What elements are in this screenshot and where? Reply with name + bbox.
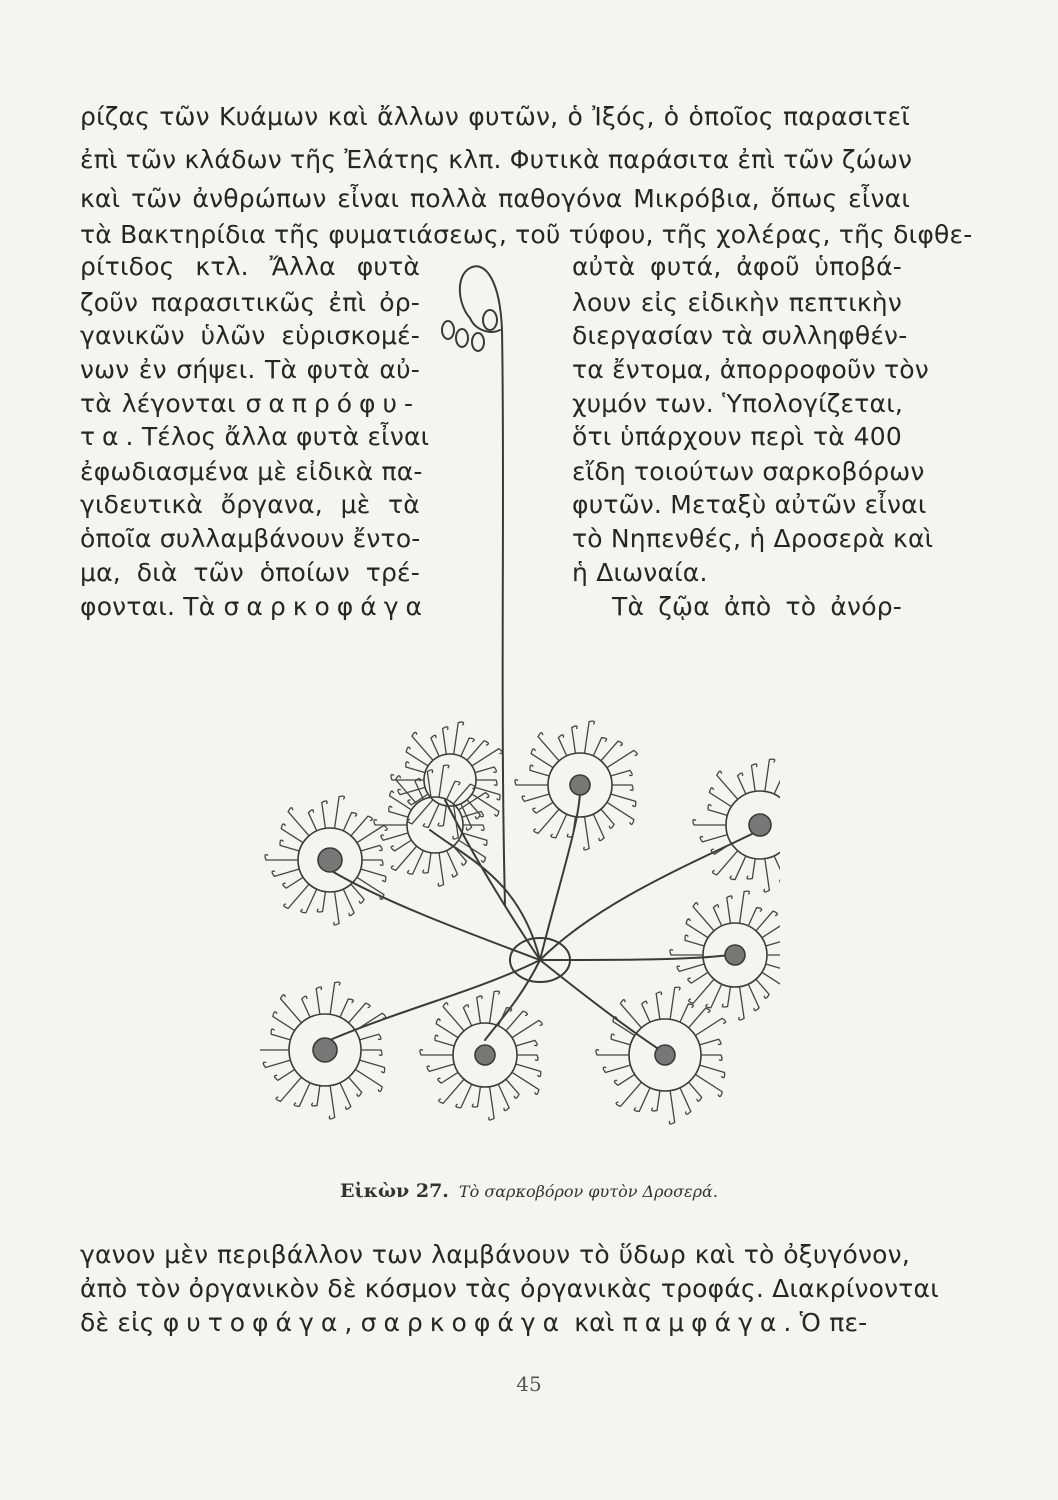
tentacle: [748, 984, 759, 1011]
tentacle: [443, 727, 448, 754]
text-line: [80, 1306, 910, 1340]
tentacle: [530, 765, 549, 776]
tentacle: [447, 850, 458, 877]
tentacle: [516, 1040, 537, 1046]
tentacle: [436, 1019, 458, 1038]
tentacle: [490, 991, 500, 1023]
tentacle: [343, 889, 354, 916]
text-line: ρίζας τῶν Κυάμων καὶ ἄλλων φυτῶν, ὁ Ἰξός, ὁ ὁποῖος παρασιτεῖ: [80, 102, 910, 131]
plain-text: . Τέλος ἄλλα φυτὰ εἶναι: [125, 422, 430, 451]
tentacle: [308, 810, 316, 831]
tentacle: [381, 833, 408, 840]
tentacle: [533, 802, 553, 813]
tentacle: [747, 859, 755, 879]
tentacle: [489, 1087, 494, 1120]
tentacle: [360, 1034, 381, 1040]
right-column-line: ὅτι ὑπάρχουν περὶ τὰ 400: [572, 422, 902, 451]
tentacle: [506, 1011, 527, 1031]
tentacle: [406, 747, 428, 766]
tentacle: [738, 773, 746, 794]
tentacle: [438, 1072, 458, 1083]
tentacle: [273, 1012, 295, 1031]
tentacle: [766, 940, 780, 946]
tentacle: [689, 1008, 710, 1028]
tentacle: [334, 892, 339, 925]
text-line: καὶ τῶν ἀνθρώπων εἶναι πολλὰ παθογόνα Μικρόβια, ὅπως εἶναι: [80, 184, 910, 213]
tentacle: [584, 817, 589, 850]
tentacle: [722, 987, 730, 1007]
tentacle: [531, 749, 553, 768]
tentacle: [688, 972, 708, 983]
spaced-term: τα: [80, 422, 126, 451]
tentacle: [335, 796, 345, 828]
tentacle: [670, 987, 680, 1019]
tentacle: [447, 781, 460, 799]
tentacle: [611, 770, 632, 776]
text-line: ἐπὶ τῶν κλάδων τῆς Ἐλάτης κλπ. Φυτικὰ παράσιτα ἐπὶ τῶν ζώων: [80, 145, 913, 174]
tentacle: [751, 764, 756, 791]
drosera-illustration: [260, 250, 780, 1170]
tentacle: [712, 851, 737, 875]
tentacle: [669, 1091, 674, 1124]
tentacle: [614, 1074, 634, 1085]
tentacle: [517, 1055, 538, 1060]
tentacle: [280, 840, 299, 851]
tentacle: [551, 814, 567, 838]
tentacle: [274, 1069, 294, 1080]
tentacle: [265, 855, 298, 860]
tentacle: [700, 1039, 721, 1045]
tentacle: [271, 1029, 290, 1040]
tentacle: [288, 808, 309, 836]
tentacle: [443, 1003, 464, 1031]
tentacle: [506, 1079, 519, 1098]
tentacle: [406, 762, 425, 773]
tentacle: [713, 905, 721, 926]
tentacle: [701, 1055, 722, 1060]
tentacle: [467, 800, 480, 819]
tentacle: [512, 1020, 542, 1037]
tentacle: [611, 794, 636, 807]
tentacle: [312, 1086, 320, 1106]
tentacle: [730, 856, 746, 880]
tentacle: [656, 992, 661, 1019]
tentacle: [360, 1060, 385, 1073]
text-line: τὰ Βακτηρίδια τῆς φυματιάσεως, τοῦ τύφου, τῆς χολέρας, τῆς διφθε-: [80, 220, 973, 249]
tentacle: [349, 1077, 362, 1096]
right-column-line: τα ἔντομα, ἀπορροφοῦν τὸν: [572, 355, 929, 384]
left-column-line: γιδευτικὰ ὄργανα, μὲ τὰ: [80, 490, 420, 519]
tentacle: [572, 726, 577, 753]
tentacle: [670, 950, 703, 955]
tentacle: [391, 840, 411, 851]
tentacle: [420, 1050, 453, 1055]
tentacle: [765, 759, 775, 791]
text-line: ἀπὸ τὸν ὀργανικὸν δὲ κόσμον τὰς ὀργανικὰς τροφάς. Διακρίνονται: [80, 1274, 939, 1303]
tentacle: [463, 1005, 471, 1026]
tentacle: [316, 987, 321, 1014]
plain-text: τὰ λέγονται: [80, 389, 246, 418]
tentacle: [727, 896, 732, 923]
spaced-term: φυτοφάγα: [162, 1308, 345, 1337]
tentacle: [475, 767, 496, 773]
tentacle: [612, 785, 633, 790]
text-line: γανον μὲν περιβάλλον των λαμβάνουν τὸ ὕδωρ καὶ τὸ ὀξυγόνον,: [80, 1240, 910, 1269]
tentacle: [677, 964, 704, 971]
tentacle: [616, 1082, 641, 1106]
tentacle: [349, 1003, 370, 1023]
tentacle: [634, 1088, 650, 1112]
tentacle: [710, 788, 732, 807]
tentacle: [706, 984, 722, 1008]
figure-caption-text: Τὸ σαρκοβόρον φυτὸν Δροσερά.: [458, 1182, 718, 1201]
figure-number: Εἰκὼν 27.: [340, 1180, 449, 1202]
tentacle: [408, 800, 433, 824]
tentacle: [693, 903, 714, 931]
tentacle: [423, 853, 431, 873]
tentacle: [272, 869, 299, 876]
tentacle: [476, 780, 497, 785]
tentacle: [301, 889, 317, 913]
tentacle: [330, 982, 340, 1014]
right-column-line: φυτῶν. Μεταξὺ αὐτῶν εἶναι: [572, 490, 927, 519]
tentacle: [695, 1018, 725, 1035]
tentacle: [472, 749, 502, 766]
tentacle: [607, 750, 637, 767]
left-column-line: γανικῶν ὑλῶν εὑρισκομέ-: [80, 321, 420, 350]
tentacle: [567, 817, 575, 837]
tentacle: [355, 1013, 385, 1030]
tentacle: [361, 845, 382, 851]
tentacle: [740, 891, 750, 923]
tentacle: [700, 835, 727, 842]
right-column-line: Τὰ ζῷα ἀπὸ τὸ ἀνόρ-: [612, 592, 902, 621]
spaced-term: σαπρόφυ-: [245, 389, 420, 418]
tentacle: [453, 846, 466, 865]
tentacle: [748, 908, 761, 926]
tentacle: [263, 1060, 290, 1067]
tentacle: [355, 1069, 382, 1091]
tentacle: [329, 1086, 334, 1119]
right-column-line: λουν εἰς εἰδικὴν πεπτικὴν: [572, 288, 902, 317]
left-column-line: ρίτιδος κτλ. Ἄλλα φυτὰ: [80, 252, 420, 281]
right-column-line: τὸ Νηπενθές, ἡ Δροσερὰ καὶ: [572, 524, 934, 553]
tentacle: [596, 1050, 629, 1055]
right-column-line: διεργασίαν τὰ συλληφθέν-: [572, 321, 908, 350]
tentacle: [439, 765, 449, 797]
tentacle: [412, 732, 433, 760]
tentacle: [391, 846, 416, 870]
right-column-line: ἡ Διωναία.: [572, 558, 708, 587]
right-column-line: εἴδη τοιούτων σαρκοβόρων: [572, 457, 925, 486]
tentacle: [585, 721, 595, 753]
tentacle: [435, 1035, 454, 1046]
tentacle: [340, 999, 353, 1017]
plain-text: ,: [344, 1308, 361, 1337]
tentacle: [700, 1065, 725, 1078]
left-column-line: ζοῦν παρασιτικῶς ἐπὶ ὀρ-: [80, 288, 420, 317]
plain-text: δὲ εἰς: [80, 1308, 163, 1337]
plain-text: . Ὁ πε-: [783, 1308, 868, 1337]
tentacle: [454, 722, 464, 754]
tentacle: [762, 920, 780, 937]
tentacle: [593, 738, 606, 756]
tentacle: [695, 1074, 722, 1096]
tentacle: [340, 1083, 351, 1110]
tentacle: [642, 1001, 650, 1022]
tentacle: [766, 964, 780, 977]
spaced-term: σαρκοφάγα: [223, 592, 430, 621]
tentacle: [756, 911, 777, 931]
tentacle: [374, 820, 407, 825]
tentacle: [515, 780, 548, 785]
tentacle: [343, 813, 356, 831]
plain-text: φονται. Τὰ: [80, 592, 224, 621]
tentacle: [516, 1064, 541, 1077]
tentacle: [280, 995, 301, 1023]
tentacle: [693, 820, 726, 825]
tentacle: [601, 741, 622, 761]
tentacle: [522, 794, 549, 801]
spaced-term: παμφάγα: [622, 1308, 784, 1337]
tentacle: [438, 853, 443, 886]
tentacle: [361, 1050, 382, 1055]
tentacle: [717, 771, 738, 799]
tentacle: [685, 935, 704, 946]
tentacle: [689, 1082, 702, 1101]
right-column-line: αὐτὰ φυτά, ἀφοῦ ὑποβά-: [572, 252, 902, 281]
tentacle: [774, 856, 780, 883]
tentacle: [756, 979, 769, 998]
tentacle: [764, 859, 769, 892]
tentacle: [538, 733, 559, 761]
tentacle: [686, 919, 708, 938]
tentacle: [611, 1034, 630, 1045]
right-column-line: χυμόν των. Ὑπολογίζεται,: [572, 389, 903, 418]
tentacle: [276, 1077, 301, 1101]
tentacle: [302, 996, 310, 1017]
tentacle: [498, 1008, 511, 1026]
tentacle: [351, 816, 372, 836]
tentacle: [361, 869, 386, 882]
tentacle: [438, 806, 446, 826]
spaced-term: σαρκοφάγα: [360, 1308, 567, 1337]
tentacle: [260, 1045, 289, 1050]
tentacle: [389, 806, 408, 817]
tentacle: [362, 860, 383, 865]
tentacle: [601, 809, 614, 828]
tentacle: [317, 892, 325, 912]
tentacle: [680, 1088, 691, 1115]
tentacle: [281, 824, 303, 843]
tentacle: [431, 735, 439, 756]
tentacle: [767, 955, 780, 960]
tentacle: [558, 735, 566, 756]
tentacle: [708, 805, 727, 816]
left-column-line: ἐφωδιασμένα μὲ εἰδικὰ πα-: [80, 457, 423, 486]
tentacle: [456, 1084, 472, 1108]
tentacle: [498, 1084, 509, 1111]
tentacle: [294, 1083, 310, 1107]
tentacle: [652, 1091, 660, 1111]
tentacle: [739, 987, 744, 1020]
tentacle: [762, 972, 780, 994]
tentacle: [427, 1064, 454, 1071]
plain-text: καὶ: [566, 1308, 623, 1337]
left-column-line: ὁποῖα συλλαμβάνουν ἔντο-: [80, 524, 421, 553]
tentacle: [472, 1087, 480, 1107]
tentacle: [593, 814, 604, 841]
left-column-line: νων ἐν σήψει. Τὰ φυτὰ αὐ-: [80, 355, 420, 384]
left-column-line: μα, διὰ τῶν ὁποίων τρέ-: [80, 558, 420, 587]
tentacle: [477, 996, 482, 1023]
tentacle: [680, 1004, 693, 1022]
tentacle: [283, 877, 303, 888]
figure-caption: [0, 1180, 1058, 1202]
page-number: 45: [516, 1372, 542, 1396]
tentacle: [603, 1065, 630, 1072]
tentacle: [774, 776, 780, 794]
tentacle: [322, 801, 327, 828]
